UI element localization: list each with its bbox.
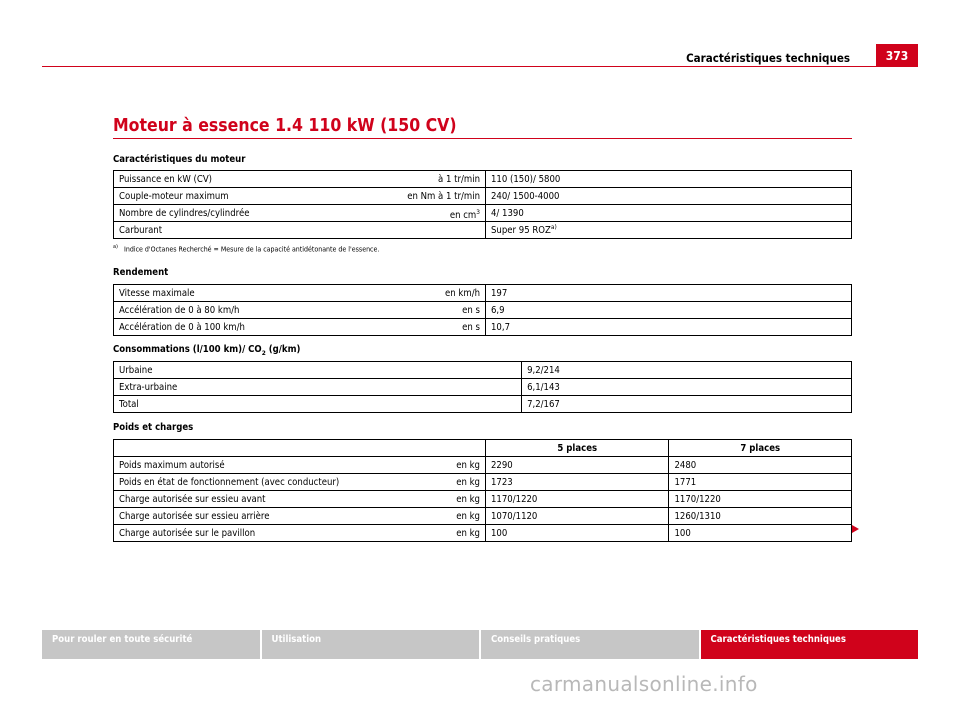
row-label: Poids en état de fonctionnement (avec conducteur) <box>119 476 340 488</box>
consumption-heading-tail: (g/km) <box>265 344 301 355</box>
table-row <box>114 319 852 336</box>
row-label: Vitesse maximale <box>119 287 195 299</box>
table-row <box>114 508 852 525</box>
footer-nav <box>42 630 918 659</box>
footer-tab-caracteristiques-techniques[interactable]: Caractéristiques techniques <box>701 630 919 659</box>
row-label: Couple-moteur maximum <box>119 190 229 202</box>
footer-tab-conseils-pratiques[interactable]: Conseils pratiques <box>481 630 699 659</box>
weights-table <box>113 439 852 542</box>
row-label: Accélération de 0 à 100 km/h <box>119 321 245 333</box>
row-unit: en kg <box>456 476 480 488</box>
perf-label-cell <box>114 319 486 336</box>
consumption-heading-main: Consommations (l/100 km)/ CO <box>113 344 262 355</box>
row-value: 6,1/143 <box>522 379 852 396</box>
triangle-right-icon <box>852 525 859 533</box>
engine-table <box>113 170 852 239</box>
row-unit-wrap <box>450 208 480 221</box>
footnote-text: Indice d'Octanes Recherché = Mesure de la capacité antidétonante de l'essence. <box>123 245 380 254</box>
row-value: Super 95 ROZ <box>491 225 551 237</box>
table-row <box>114 491 852 508</box>
table-row <box>114 379 852 396</box>
row-label: Charge autorisée sur essieu avant <box>119 493 266 505</box>
section-title-rule <box>113 138 852 139</box>
row-label: Urbaine <box>114 362 522 379</box>
row-value: 7,2/167 <box>522 396 852 413</box>
footnote <box>113 244 379 253</box>
perf-label-cell <box>114 285 486 302</box>
value-7-places: 1771 <box>669 474 852 491</box>
consumption-heading <box>113 344 300 357</box>
engine-label-cell <box>114 171 486 188</box>
value-5-places: 1070/1120 <box>486 508 669 525</box>
row-value: 240/ 1500-4000 <box>486 188 852 205</box>
page-number: 373 <box>876 44 918 67</box>
row-unit: en kg <box>456 527 480 539</box>
footnote-marker: a) <box>113 244 118 250</box>
row-label: Accélération de 0 à 80 km/h <box>119 304 240 316</box>
running-header-title: Caractéristiques techniques <box>686 51 850 65</box>
value-5-places: 1723 <box>486 474 669 491</box>
co2-subscript: 2 <box>261 348 266 357</box>
table-row <box>114 285 852 302</box>
row-value-wrap <box>486 222 852 239</box>
row-label: Charge autorisée sur le pavillon <box>119 527 256 539</box>
value-5-places: 1170/1220 <box>486 491 669 508</box>
unit-superscript: 3 <box>476 207 480 216</box>
engine-heading: Caractéristiques du moteur <box>113 154 246 165</box>
value-7-places: 1170/1220 <box>669 491 852 508</box>
row-value: 4/ 1390 <box>486 205 852 222</box>
value-7-places: 100 <box>669 525 852 542</box>
row-unit: en s <box>462 304 480 316</box>
perf-label-cell <box>114 302 486 319</box>
table-row <box>114 457 852 474</box>
row-unit: en s <box>462 321 480 333</box>
column-header-7-places: 7 places <box>669 440 852 457</box>
weight-label-cell <box>114 508 486 525</box>
row-label: Extra-urbaine <box>114 379 522 396</box>
row-value: 6,9 <box>486 302 852 319</box>
row-value: 197 <box>486 285 852 302</box>
row-unit: à 1 tr/min <box>438 173 480 185</box>
engine-label-cell <box>114 205 486 222</box>
weight-label-cell <box>114 474 486 491</box>
watermark: carmanualsonline.info <box>530 672 758 696</box>
performance-table <box>113 284 852 336</box>
row-unit: en Nm à 1 tr/min <box>407 190 480 202</box>
header-rule <box>42 66 918 67</box>
section-title: Moteur à essence 1.4 110 kW (150 CV) <box>113 116 457 136</box>
weight-label-cell <box>114 457 486 474</box>
row-label: Carburant <box>119 224 163 236</box>
weight-label-cell <box>114 525 486 542</box>
row-label: Nombre de cylindres/cylindrée <box>119 207 250 219</box>
row-label: Puissance en kW (CV) <box>119 173 213 185</box>
engine-label-cell <box>114 188 486 205</box>
table-row <box>114 222 852 239</box>
row-label: Poids maximum autorisé <box>119 459 225 471</box>
consumption-table <box>113 361 852 413</box>
row-unit: en kg <box>456 510 480 522</box>
table-row <box>114 171 852 188</box>
table-row <box>114 362 852 379</box>
value-5-places: 2290 <box>486 457 669 474</box>
column-header-5-places: 5 places <box>486 440 669 457</box>
table-row <box>114 525 852 542</box>
row-unit: en kg <box>456 493 480 505</box>
weight-label-cell <box>114 491 486 508</box>
weights-heading: Poids et charges <box>113 422 194 433</box>
row-value: 9,2/214 <box>522 362 852 379</box>
table-header-row <box>114 440 852 457</box>
value-5-places: 100 <box>486 525 669 542</box>
table-row <box>114 188 852 205</box>
table-row <box>114 396 852 413</box>
table-row <box>114 205 852 222</box>
row-unit: en km/h <box>445 287 480 299</box>
row-value: 110 (150)/ 5800 <box>486 171 852 188</box>
performance-heading: Rendement <box>113 267 169 278</box>
row-unit: en kg <box>456 459 480 471</box>
footer-tab-pour-rouler[interactable]: Pour rouler en toute sécurité <box>42 630 260 659</box>
footnote-ref: a) <box>550 223 557 232</box>
value-7-places: 2480 <box>669 457 852 474</box>
value-7-places: 1260/1310 <box>669 508 852 525</box>
row-unit: en cm <box>449 209 477 221</box>
row-label: Total <box>114 396 522 413</box>
table-row <box>114 302 852 319</box>
row-label: Charge autorisée sur essieu arrière <box>119 510 270 522</box>
header-blank-cell <box>114 440 486 457</box>
footer-tab-utilisation[interactable]: Utilisation <box>262 630 480 659</box>
engine-label-cell <box>114 222 486 239</box>
table-row <box>114 474 852 491</box>
row-value: 10,7 <box>486 319 852 336</box>
